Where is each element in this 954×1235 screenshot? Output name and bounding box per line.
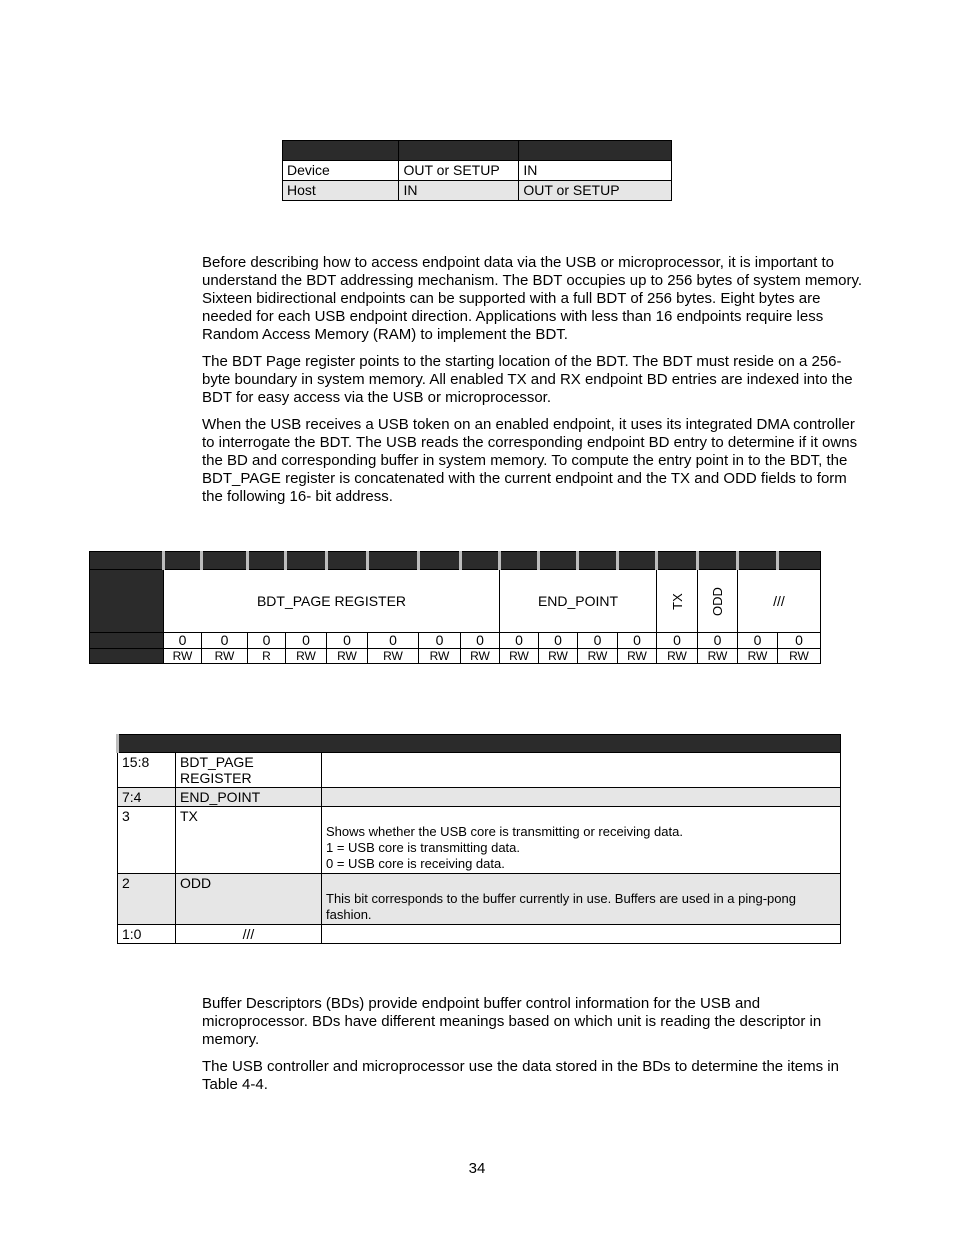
reset-value: 0 bbox=[539, 633, 578, 649]
reset-value: 0 bbox=[419, 633, 461, 649]
field-name-cell: /// bbox=[176, 925, 322, 944]
odd-label: ODD bbox=[709, 587, 725, 616]
field-name-cell: ODD bbox=[176, 874, 322, 925]
bits-cell: 2 bbox=[118, 874, 176, 925]
header-cell bbox=[283, 141, 399, 161]
bit-cell bbox=[202, 552, 248, 570]
paragraph: The BDT Page register points to the starting location of the BDT. The BDT must reside on a 256-byte boundary in system memory. All enabled TX and RX endpoint BD entries are indexed into the BDT for easy access via the USB or microprocessor. bbox=[202, 353, 853, 406]
paragraph: Buffer Descriptors (BDs) provide endpoint buffer control information for the USB and microprocessor. BDs have different meanings based on which unit is reading the descriptor in memory. bbox=[202, 995, 822, 1048]
reset-row bbox=[90, 633, 821, 649]
reset-value: 0 bbox=[738, 633, 778, 649]
row-label-cell bbox=[90, 633, 164, 649]
header-cell bbox=[118, 735, 841, 753]
access-value: RW bbox=[738, 649, 778, 664]
reset-value: 0 bbox=[578, 633, 618, 649]
access-row bbox=[90, 649, 821, 664]
bit-cell bbox=[327, 552, 368, 570]
field-description-table bbox=[116, 734, 841, 944]
reserved-field: /// bbox=[738, 570, 821, 633]
description-cell bbox=[322, 874, 841, 925]
bit-cell bbox=[419, 552, 461, 570]
bit-cell bbox=[500, 552, 539, 570]
access-value: RW bbox=[539, 649, 578, 664]
access-value: RW bbox=[461, 649, 500, 664]
bdt-page-field: BDT_PAGE REGISTER bbox=[164, 570, 500, 633]
field-name-cell: END_POINT bbox=[176, 788, 322, 807]
direction-table-header bbox=[283, 141, 672, 161]
bits-cell: 3 bbox=[118, 807, 176, 874]
access-value: RW bbox=[698, 649, 738, 664]
reset-value: 0 bbox=[657, 633, 698, 649]
bit-cell bbox=[738, 552, 778, 570]
reset-value: 0 bbox=[327, 633, 368, 649]
reset-value: 0 bbox=[461, 633, 500, 649]
reset-value: 0 bbox=[164, 633, 202, 649]
row-label-cell bbox=[90, 552, 164, 570]
bit-cell bbox=[461, 552, 500, 570]
reset-value: 0 bbox=[286, 633, 327, 649]
description-line: Shows whether the USB core is transmitting or receiving data. bbox=[326, 824, 683, 839]
description-cell bbox=[322, 807, 841, 874]
access-value: RW bbox=[368, 649, 419, 664]
bit-cell bbox=[248, 552, 286, 570]
table-row bbox=[118, 874, 841, 925]
bit-cell bbox=[286, 552, 327, 570]
bit-cell bbox=[164, 552, 202, 570]
tx-field bbox=[657, 570, 698, 633]
reset-value: 0 bbox=[618, 633, 657, 649]
role-cell: Device bbox=[283, 161, 399, 181]
access-value: RW bbox=[657, 649, 698, 664]
description-cell bbox=[322, 925, 841, 944]
header-cell bbox=[519, 141, 672, 161]
row-label-cell bbox=[90, 570, 164, 633]
table-row bbox=[283, 181, 672, 201]
access-value: RW bbox=[164, 649, 202, 664]
paragraph: When the USB receives a USB token on an enabled endpoint, it uses its integrated DMA controller to interrogate the BDT. The USB reads the corresponding endpoint BD entry to determine if it owns the BD and corresponding buffer in system memory. To compute the entry point in to the BDT, the BDT_PAGE register is concatenated with the current endpoint and the TX and ODD fields to form the following 16- bit address. bbox=[202, 416, 858, 505]
description-line: 0 = USB core is receiving data. bbox=[326, 856, 505, 871]
bit-cell bbox=[368, 552, 419, 570]
table-row bbox=[118, 925, 841, 944]
bit-cell bbox=[539, 552, 578, 570]
reset-value: 0 bbox=[778, 633, 821, 649]
table-row bbox=[283, 161, 672, 181]
field-name-cell: BDT_PAGE REGISTER bbox=[176, 753, 322, 788]
reset-value: 0 bbox=[368, 633, 419, 649]
table-row bbox=[118, 753, 841, 788]
row-label-cell bbox=[90, 649, 164, 664]
description-line: 1 = USB core is transmitting data. bbox=[326, 840, 521, 855]
access-value: RW bbox=[327, 649, 368, 664]
field-table-header bbox=[118, 735, 841, 753]
bit-cell bbox=[698, 552, 738, 570]
access-value: RW bbox=[618, 649, 657, 664]
access-value: RW bbox=[286, 649, 327, 664]
role-cell: Host bbox=[283, 181, 399, 201]
field-name-cell: TX bbox=[176, 807, 322, 874]
bit-cell bbox=[618, 552, 657, 570]
bdt-address-register bbox=[89, 551, 821, 664]
reset-value: 0 bbox=[248, 633, 286, 649]
bits-cell: 15:8 bbox=[118, 753, 176, 788]
bits-cell: 7:4 bbox=[118, 788, 176, 807]
direction-cell: IN bbox=[519, 161, 672, 181]
table-row bbox=[118, 788, 841, 807]
bit-cell bbox=[657, 552, 698, 570]
end-point-field: END_POINT bbox=[500, 570, 657, 633]
header-cell bbox=[399, 141, 519, 161]
description-line: This bit corresponds to the buffer currently in use. Buffers are used in a ping-pong fashion. bbox=[326, 891, 796, 922]
direction-cell: IN bbox=[399, 181, 519, 201]
paragraph: The USB controller and microprocessor use the data stored in the BDs to determine the items in Table 4-4. bbox=[202, 1058, 839, 1093]
direction-cell: OUT or SETUP bbox=[399, 161, 519, 181]
access-value: R bbox=[248, 649, 286, 664]
access-value: RW bbox=[202, 649, 248, 664]
description-cell bbox=[322, 753, 841, 788]
reset-value: 0 bbox=[698, 633, 738, 649]
bit-number-row bbox=[90, 552, 821, 570]
tx-label: TX bbox=[669, 593, 685, 610]
table-row bbox=[118, 807, 841, 874]
access-value: RW bbox=[419, 649, 461, 664]
field-row bbox=[90, 570, 821, 633]
odd-field bbox=[698, 570, 738, 633]
description-cell bbox=[322, 788, 841, 807]
paragraph: Before describing how to access endpoint data via the USB or microprocessor, it is important to understand the BDT addressing mechanism. The BDT occupies up to 256 bytes of system memory. Sixteen bidirectional endpoints can be supported with a full BDT of 256 bytes. Eight bytes are needed for each USB endpoint direction. Applications with less than 16 endpoints require less Random Access Memory (RAM) to implement the BDT. bbox=[202, 254, 863, 343]
direction-cell: OUT or SETUP bbox=[519, 181, 672, 201]
reset-value: 0 bbox=[500, 633, 539, 649]
page-number: 34 bbox=[468, 1160, 486, 1177]
bit-cell bbox=[778, 552, 821, 570]
bd-description bbox=[202, 995, 867, 1103]
access-value: RW bbox=[500, 649, 539, 664]
access-value: RW bbox=[778, 649, 821, 664]
bdt-description bbox=[202, 254, 867, 515]
bit-cell bbox=[578, 552, 618, 570]
direction-table bbox=[282, 140, 672, 201]
access-value: RW bbox=[578, 649, 618, 664]
bits-cell: 1:0 bbox=[118, 925, 176, 944]
reset-value: 0 bbox=[202, 633, 248, 649]
